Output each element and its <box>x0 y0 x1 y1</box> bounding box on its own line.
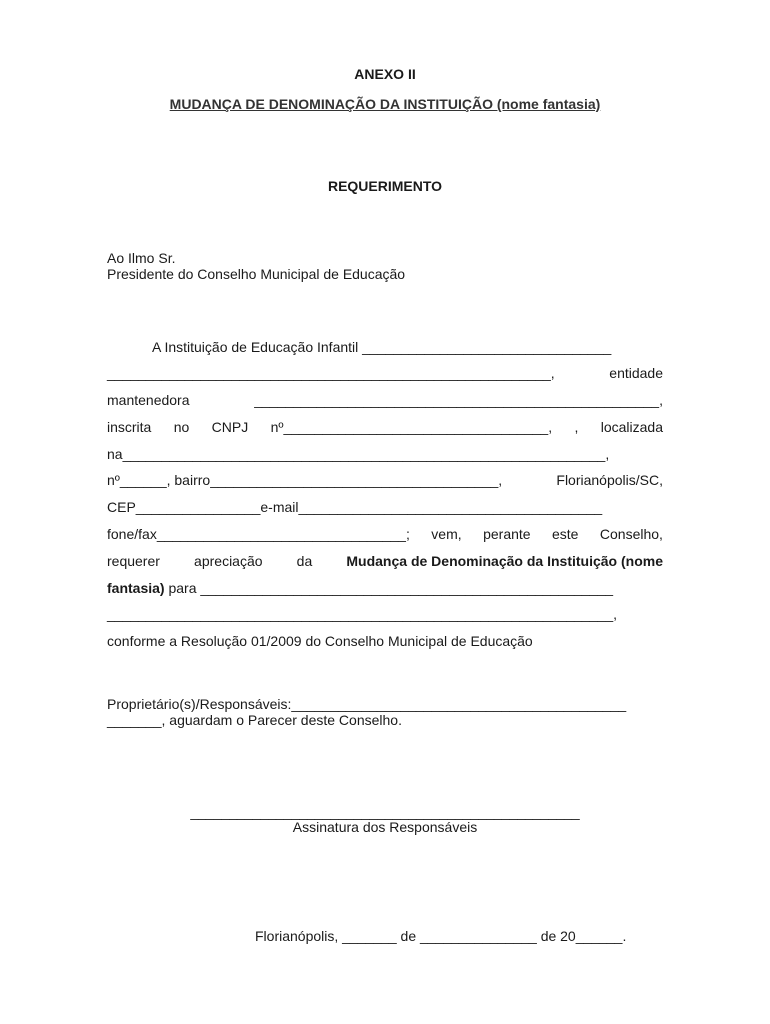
body-line-5: na______________________________________________________________, <box>107 446 610 462</box>
body-line-4-w5: , <box>574 419 579 435</box>
body-line-10-rest: para _____________________________________________________ <box>164 580 614 596</box>
body-line-8-w3: perante <box>483 526 531 542</box>
body-line-9-w2: apreciação <box>194 553 263 569</box>
body-line-2-word: entidade <box>609 365 663 381</box>
body-line-1: A Instituição de Educação Infantil ________________________________ <box>152 339 612 355</box>
body-line-9-w1: requerer <box>107 553 160 569</box>
addressee-line-2: Presidente do Conselho Municipal de Educação <box>107 266 406 282</box>
body-line-11: _________________________________________________________________, <box>107 606 617 622</box>
body-line-6 <box>107 472 663 488</box>
date-line: Florianópolis, _______ de _______________ de 20______. <box>255 928 627 944</box>
body-line-8-w4: este <box>552 526 579 542</box>
body-line-8-w2: vem, <box>431 526 462 542</box>
body-line-3-blank: ____________________________________________________, <box>254 392 663 408</box>
body-line-8-w5: Conselho, <box>599 526 663 542</box>
body-line-4-w1: inscrita <box>107 419 152 435</box>
document-subtitle: MUDANÇA DE DENOMINAÇÃO DA INSTITUIÇÃO (nome fantasia) <box>169 96 601 112</box>
body-line-8-w1: fone/fax________________________________; <box>107 526 410 542</box>
addressee-line-1: Ao Ilmo Sr. <box>107 250 176 266</box>
body-line-4-w4: nº__________________________________, <box>270 419 553 435</box>
body-line-9 <box>107 553 663 569</box>
body-line-9-bold: Mudança de Denominação da Instituição (nome <box>346 553 663 569</box>
owners-line-2: _______, aguardam o Parecer deste Conselho. <box>107 712 402 728</box>
body-line-7: CEP________________e-mail_______________________________________ <box>107 499 603 515</box>
body-line-4-w2: no <box>173 419 190 435</box>
body-line-4-w3: CNPJ <box>211 419 249 435</box>
body-line-6-a: nº______, bairro_____________________________________, <box>107 472 503 488</box>
body-line-3 <box>107 392 663 408</box>
annex-title: ANEXO II <box>354 66 416 82</box>
body-line-10 <box>107 580 613 596</box>
body-line-4 <box>107 419 663 435</box>
body-line-10-bold: fantasia) <box>107 580 165 596</box>
body-line-9-w3: da <box>296 553 313 569</box>
body-line-6-b: Florianópolis/SC, <box>556 472 663 488</box>
document-title: REQUERIMENTO <box>327 178 443 194</box>
signature-label: Assinatura dos Responsáveis <box>292 819 478 835</box>
body-line-12: conforme a Resolução 01/2009 do Conselho Municipal de Educação <box>107 633 533 649</box>
body-line-4-w6: localizada <box>600 419 663 435</box>
owners-line-1: Proprietário(s)/Responsáveis:___________________________________________ <box>107 696 627 712</box>
body-line-2 <box>107 365 663 381</box>
body-line-3-word: mantenedora <box>107 392 190 408</box>
body-line-8 <box>107 526 663 542</box>
signature-line: __________________________________________________ <box>190 804 580 820</box>
body-line-2-blank: _________________________________________________________, <box>107 365 555 381</box>
